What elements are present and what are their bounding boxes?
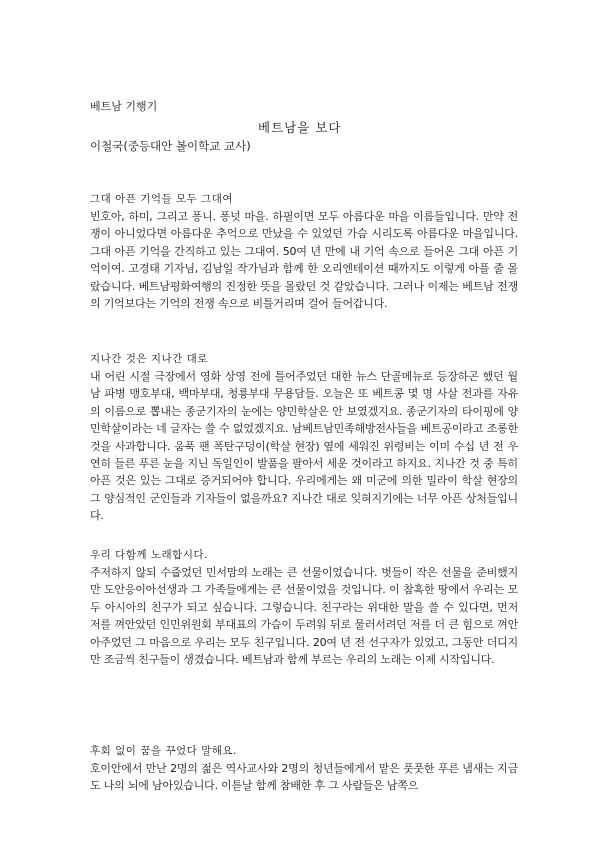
section-heading: 우리 다함께 노래합시다. bbox=[90, 549, 208, 561]
section-body: 호이안에서 만난 2명의 젊은 역사교사와 2명의 청년들에게서 맡은 풋풋한 푸른 냄새는 지금도 나의 뇌에 남아있습니다. 이튿날 함께 참배한 후 그 사람들은 남쪽으 bbox=[90, 762, 518, 793]
section-body: 빈호아, 하미, 그리고 퐁니. 퐁넛 마을. 하필이면 모두 아름다운 마을 이름들입니다. 만약 전쟁이 아니었다면 아름다운 추억으로 만났을 수 있었던 가슴 시리도록 아름다운 마을입니다. 그대 아픈 기억을 간직하고 있는 그대여. 50여 년 만에 내 기억 속으로 들어온 그대 아픈 기억이여. 고경태 기자님, 김남일 작가님과 함께 한 오리엔테이션 때까지도 이렇게 아플 줄 몰랐습니다. 베트남평화여행의 진정한 뜻을 몰랐던 것 같았습니다. 그러나 이제는 베트남 전쟁의 기억보다는 기억의 전쟁 속으로 비틀거리며 걸어 들어갑니다. bbox=[90, 210, 518, 311]
section-heading: 지나간 것은 지나간 대로 bbox=[90, 353, 208, 365]
section-body: 내 어린 시절 극장에서 영화 상영 전에 틀어주었던 대한 뉴스 단골메뉴로 등장하곤 했던 월남 파병 맹호부대, 백마부대, 청룡부대 무용담들. 오늘은 또 베트콩 몇 명 사살 전과를 자유의 이름으로 뽑내는 종군기자의 눈에는 양민학살은 안 보였겠지요. 종군기자의 타이핑에 양민학살이라는 네 글자는 쓸 수 없었겠지요. 남베트남민족해방전사들을 베트공이라고 조롱한 것을 사과합니다. 움푹 팬 폭탄구덩이(학살 현장) 옆에 세워진 위령비는 이미 수십 년 전 우연히 들른 푸른 눈을 지닌 독일인이 발품을 팔아서 세운 것이라고 하지요. 지나간 것 중 특히 아픈 것은 있는 그대로 증거되어야 합니다. 우리에게는 왜 미군에 의한 밀라이 학살 현장의 그 양심적인 군인들과 기자들이 없을까요? 지나간 대로 잊혀지기에는 너무 아픈 상처들입니다. bbox=[90, 370, 518, 523]
author-line: 이철국(중등대안 볼이학교 교사) bbox=[90, 139, 251, 153]
section-sing-together bbox=[90, 546, 518, 668]
series-label: 베트남 기행기 bbox=[90, 100, 158, 113]
document-title: 베트남을 보다 bbox=[258, 120, 342, 135]
section-heading: 후회 없이 꿈을 꾸었다 말해요. bbox=[90, 745, 237, 757]
section-things-past bbox=[90, 350, 518, 525]
section-body: 주저하지 않되 수줍었던 민서맘의 노래는 큰 선물이었습니다. 벗들이 작은 선물을 준비했지만 도안응이아선생과 그 가족들에게는 큰 선물이었을 것입니다. 이 참혹한 땅에서 우리는 모두 아시아의 친구가 되고 싶습니다. 그렇습니다. 친구라는 위대한 말을 쓸 수 있다면, 먼저 저를 껴안았던 인민위원회 부대표의 가슴이 두려워 뒤로 물러서려던 저를 더 큰 힘으로 껴안아주었던 그 마음으로 우리는 모두 친구입니다. 20여 년 전 선구자가 있었고, 그동안 더디지만 조금씩 친구들이 생겼습니다. 베트남과 함께 부르는 우리의 노래는 이제 시작입니다. bbox=[90, 566, 518, 667]
section-no-regrets bbox=[90, 742, 518, 795]
section-painful-memories bbox=[90, 190, 518, 312]
section-heading: 그대 아픈 기억들 모두 그대여 bbox=[90, 193, 234, 205]
